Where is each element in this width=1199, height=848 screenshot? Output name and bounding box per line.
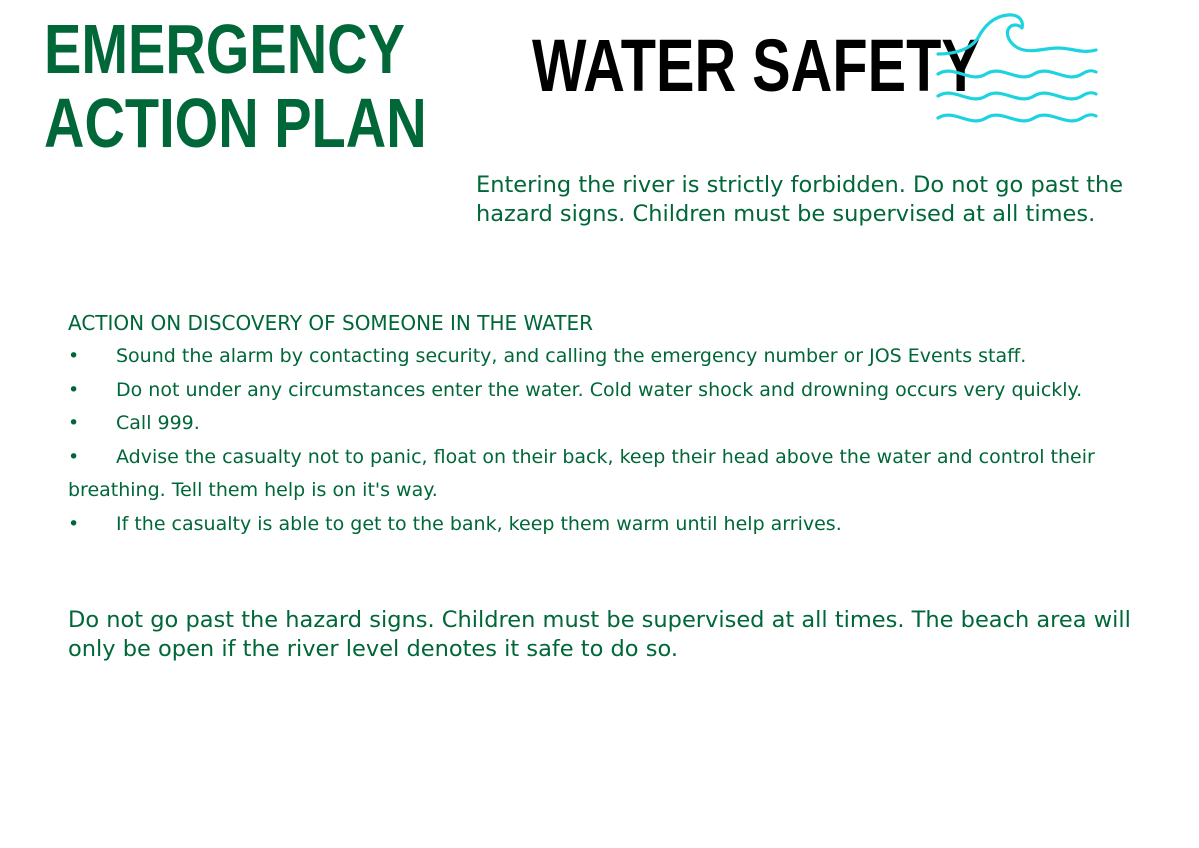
action-heading: ACTION ON DISCOVERY OF SOMEONE IN THE WATER: [68, 311, 594, 335]
footer-paragraph: Do not go past the hazard signs. Children must be supervised at all times. The beach area will only be open if the river level denotes it safe to do so.: [68, 607, 1131, 662]
bullet-icon: •: [68, 412, 80, 434]
list-item-text: Do not under any circumstances enter the water. Cold water shock and drowning occurs very quickly.: [116, 378, 1083, 401]
list-item: [68, 508, 1148, 542]
plan-title-line2: ACTION PLAN: [44, 84, 427, 162]
list-item: [68, 374, 1148, 408]
list-item: [68, 340, 1148, 374]
list-item-text: If the casualty is able to get to the bank, keep them warm until help arrives.: [116, 512, 842, 535]
list-item-text: Advise the casualty not to panic, float on their back, keep their head above the water and control their breathing. Tell them help is on it's way.: [68, 445, 1095, 501]
bullet-icon: •: [68, 445, 80, 468]
water-safety-title: WATER SAFETY: [532, 24, 980, 107]
list-item: [68, 441, 1148, 508]
list-item-text: Call 999.: [116, 412, 200, 434]
action-list: [68, 340, 1148, 541]
bullet-icon: •: [68, 345, 80, 367]
wave-icon: [932, 10, 1102, 128]
list-item: [68, 407, 1148, 441]
plan-title-line1: EMERGENCY: [44, 10, 405, 88]
bullet-icon: •: [68, 512, 80, 535]
intro-paragraph: Entering the river is strictly forbidden. Do not go past the hazard signs. Children must be supervised at all times.: [476, 172, 1124, 227]
bullet-icon: •: [68, 378, 80, 401]
plan-title: [44, 12, 427, 160]
list-item-text: Sound the alarm by contacting security, and calling the emergency number or JOS Events staff.: [116, 345, 1027, 367]
